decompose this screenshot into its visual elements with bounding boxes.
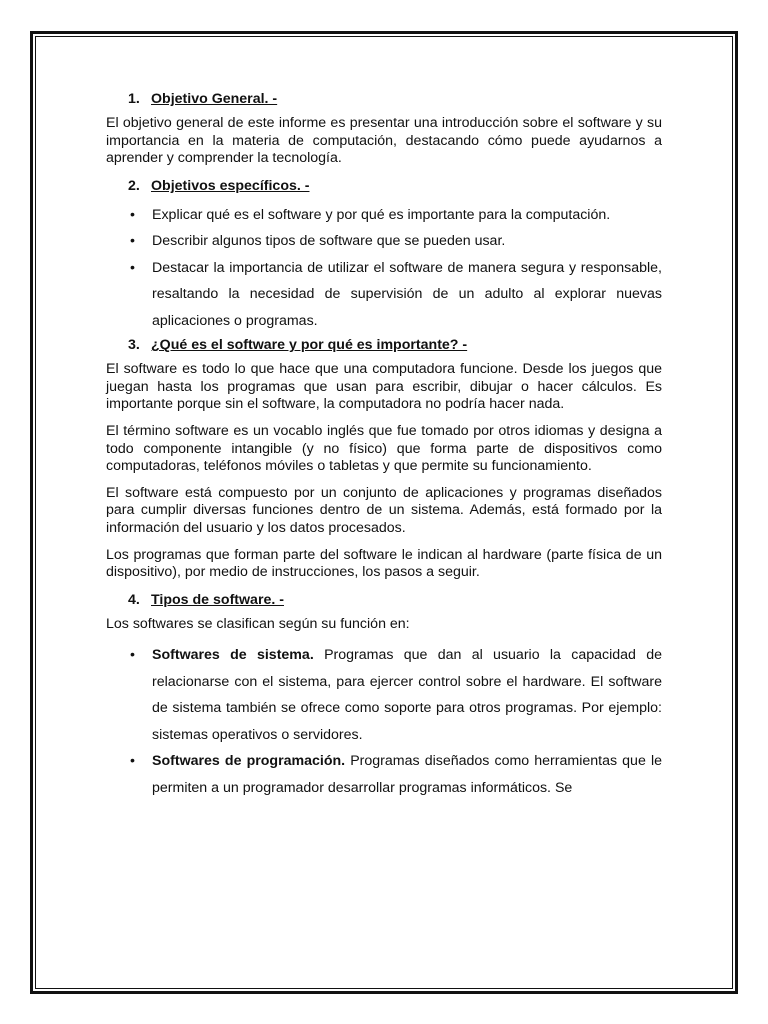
section-heading-tipos-de-software — [106, 591, 662, 609]
paragraph: El software es todo lo que hace que una computadora funcione. Desde los juegos que juegan hasta los programas que usan para escribir, dibujar o hacer cálculos. Es importante porque sin el software, la computadora no podría hacer nada. — [106, 361, 662, 413]
section-heading-objetivos-especificos — [106, 177, 662, 195]
bullet-icon: • — [130, 233, 135, 250]
section-heading-que-es-software — [106, 336, 662, 354]
list-item — [106, 255, 662, 335]
bullet-list-objetivos — [106, 202, 662, 335]
section-title: Tipos de software. - — [151, 591, 284, 608]
paragraph: Los programas que forman parte del software le indican al hardware (parte física de un dispositivo), por medio de instrucciones, los pasos a seguir. — [106, 546, 662, 581]
section-number: 3. — [128, 337, 140, 354]
bullet-icon: • — [130, 753, 135, 770]
section-number: 4. — [128, 591, 140, 608]
bullet-icon: • — [130, 647, 135, 664]
section-number: 1. — [128, 91, 140, 107]
list-item-text: Explicar qué es el software y por qué es importante para la computación. — [152, 206, 611, 223]
bullet-icon: • — [130, 259, 135, 276]
list-item-text: Programas que dan al usuario la capacidad de relacionarse con el sistema, para ejercer control sobre el hardware. El software de sistema también se ofrece como soporte para otros programas. Por ejemplo: sistemas operativos o servidores. — [152, 647, 663, 743]
list-item-term: Softwares de programación. — [152, 753, 346, 770]
list-item-term: Softwares de sistema. — [152, 647, 314, 664]
list-item-text: Destacar la importancia de utilizar el software de manera segura y responsable, resaltando la necesidad de supervisión de un adulto al explorar nuevas aplicaciones o programas. — [152, 259, 662, 329]
section-title: Objetivo General. - — [151, 91, 278, 107]
section-heading-objetivo-general — [106, 90, 662, 108]
list-item — [106, 202, 662, 229]
section-number: 2. — [128, 177, 140, 194]
section-title: ¿Qué es el software y por qué es importante? - — [151, 337, 468, 354]
list-item-text: Programas diseñados como herramientas que le permiten a un programador desarrollar programas informáticos. Se — [152, 753, 662, 796]
paragraph-intro: Los softwares se clasifican según su función en: — [106, 615, 410, 632]
bullet-list-tipos — [106, 642, 662, 801]
document-body — [106, 90, 662, 803]
paragraph: El objetivo general de este informe es presentar una introducción sobre el software y su importancia en la materia de computación, destacando cómo puede ayudarnos a aprender y comprender la tecnología. — [106, 115, 662, 167]
list-item — [106, 228, 662, 255]
list-item — [106, 748, 662, 801]
list-item-text: Describir algunos tipos de software que se pueden usar. — [152, 233, 506, 250]
section-title: Objetivos específicos. - — [151, 177, 310, 194]
paragraph: El software está compuesto por un conjunto de aplicaciones y programas diseñados para cumplir diversas funciones dentro de un sistema. Además, está formado por la información del usuario y los datos procesados. — [106, 484, 662, 537]
list-item — [106, 642, 662, 748]
bullet-icon: • — [130, 206, 135, 223]
paragraph: El término software es un vocablo inglés que fue tomado por otros idiomas y designa a todo componente intangible (y no físico) que forma parte de dispositivos como computadoras, teléfonos móviles o tabletas y que permite su funcionamiento. — [106, 423, 662, 475]
